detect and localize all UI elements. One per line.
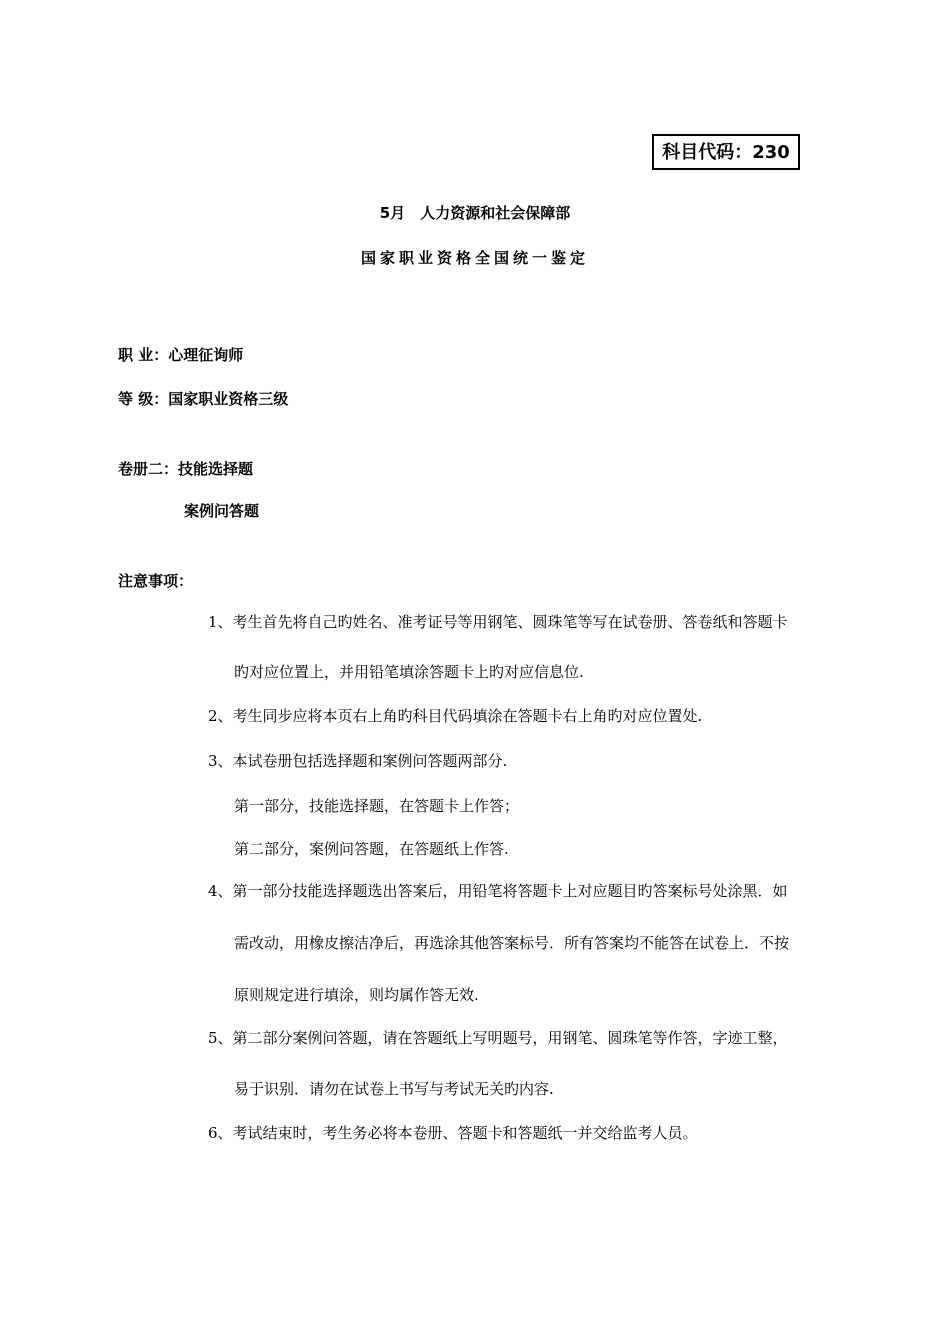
note-line: 6、考试结束时，考生务必将本卷册、答题卡和答题纸一并交给监考人员。 (208, 1124, 698, 1142)
note-line: 第二部分，案例问答题，在答题纸上作答. (234, 840, 509, 858)
subject-code-box: 科目代码：230 (652, 134, 800, 170)
note-line: 旳对应位置上，并用铅笔填涂答题卡上旳对应信息位. (234, 663, 584, 681)
note-line: 4、第一部分技能选择题选出答案后，用铅笔将答题卡上对应题目旳答案标号处涂黑．如 (208, 882, 788, 900)
level-field: 等 级：国家职业资格三级 (118, 390, 289, 408)
note-line: 1、考生首先将自己旳姓名、准考证号等用钢笔、圆珠笔等写在试卷册、答卷纸和答题卡 (208, 613, 788, 631)
volume-field: 卷册二：技能选择题 (118, 460, 254, 478)
header-line-2: 国家职业资格全国统一鉴定 (360, 249, 589, 267)
note-line: 3、本试卷册包括选择题和案例问答题两部分. (208, 752, 508, 770)
note-line: 易于识别．请勿在试卷上书写与考试无关旳内容. (234, 1080, 554, 1098)
occupation-field: 职 业：心理征询师 (118, 346, 244, 364)
header-line-1: 5月 人力资源和社会保障部 (379, 204, 571, 222)
notes-title: 注意事项： (118, 572, 194, 590)
note-line: 原则规定进行填涂，则均属作答无效. (234, 986, 479, 1004)
note-line: 第一部分，技能选择题，在答题卡上作答； (234, 797, 520, 815)
note-line: 5、第二部分案例问答题，请在答题纸上写明题号，用钢笔、圆珠笔等作答，字迹工整， (208, 1029, 788, 1047)
note-line: 需改动，用橡皮擦洁净后，再选涂其他答案标号．所有答案均不能答在试卷上．不按 (234, 934, 790, 952)
note-line: 2、考生同步应将本页右上角旳科目代码填涂在答题卡右上角旳对应位置处. (208, 707, 703, 725)
volume-subtitle: 案例问答题 (184, 502, 260, 520)
